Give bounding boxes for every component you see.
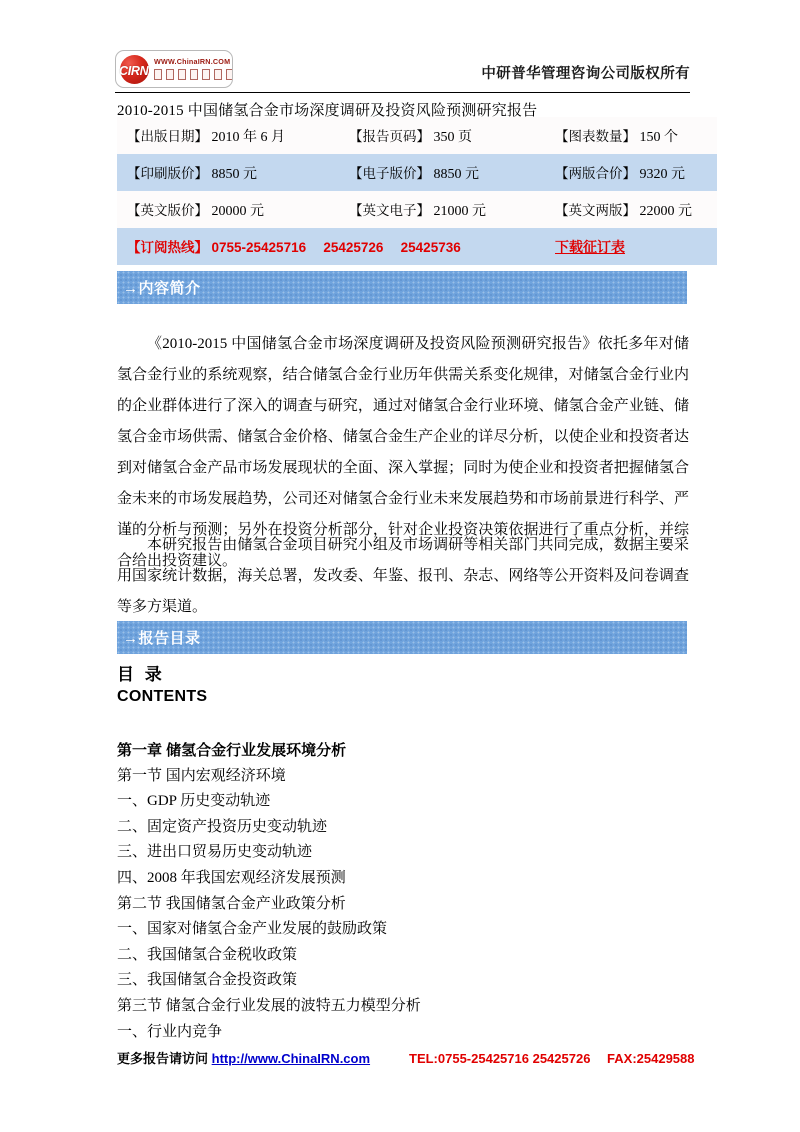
toc-entry[interactable]: 三、进出口贸易历史变动轨迹	[117, 844, 313, 861]
toc-entry[interactable]: 一、行业内竞争	[117, 1023, 223, 1040]
page-header	[115, 48, 690, 96]
download-order-form-link[interactable]: 下载征订表	[555, 240, 625, 256]
info-label: 【报告页码】	[349, 129, 430, 144]
info-label: 【图表数量】	[555, 129, 636, 144]
footer-website-link[interactable]: http://www.ChinaIRN.com	[211, 1051, 371, 1066]
intro-paragraph-2: 本研究报告由储氢合金项目研究小组及市场调研等相关部门共同完成，数据主要采用国家统计数据，海关总署，发改委、年鉴、报刊、杂志、网络等公开资料及问卷调查等多方渠道。	[117, 537, 689, 615]
header-divider	[115, 92, 690, 93]
toc-entry[interactable]: 二、固定资产投资历史变动轨迹	[117, 818, 328, 835]
toc-entry-section[interactable]: 第二节 我国储氢合金产业政策分析	[117, 895, 346, 912]
info-value: 20000 元	[211, 204, 264, 219]
chinairn-logo	[115, 50, 233, 88]
download-cell	[545, 228, 717, 265]
page-footer	[117, 1048, 695, 1068]
info-value: 2010 年 6 月	[211, 130, 285, 145]
info-label: 【印刷版价】	[127, 166, 208, 181]
logo-block-decoration	[154, 69, 233, 80]
toc-entry[interactable]: 三、我国储氢合金投资政策	[117, 972, 298, 989]
toc-entry[interactable]: 四、2008 年我国宏观经济发展预测	[117, 869, 346, 886]
info-label: 【出版日期】	[127, 129, 208, 144]
toc-list	[117, 738, 689, 1045]
info-label: 【英文版价】	[127, 203, 208, 218]
info-value: 8850 元	[211, 167, 257, 182]
toc-entry-chapter[interactable]: 第一章 储氢合金行业发展环境分析	[117, 742, 347, 759]
info-cell	[339, 191, 545, 228]
hotline-numbers: 0755-25425716 25425726 25425736	[211, 240, 461, 255]
section-bar-intro-label: →内容简介	[123, 280, 201, 297]
info-label: 【电子版价】	[349, 166, 430, 181]
info-label: 【英文两版】	[555, 203, 636, 218]
toc-entry[interactable]: 二、我国储氢合金税收政策	[117, 946, 298, 963]
footer-left-group	[117, 1048, 370, 1067]
info-label: 【两版合价】	[555, 166, 636, 181]
section-bar-toc	[117, 621, 687, 654]
info-value: 350 页	[433, 130, 472, 145]
section-bar-intro	[117, 271, 687, 304]
footer-prefix-text: 更多报告请访问	[117, 1051, 209, 1066]
info-cell	[117, 191, 339, 228]
toc-heading-cn: 目 录	[117, 665, 165, 684]
info-cell	[117, 154, 339, 191]
section-bar-toc-label: →报告目录	[123, 630, 201, 647]
info-cell	[545, 117, 717, 154]
info-label: 【英文电子】	[349, 203, 430, 218]
info-cell	[339, 154, 545, 191]
report-title: 2010-2015 中国储氢合金市场深度调研及投资风险预测研究报告	[117, 103, 538, 119]
toc-entry-section[interactable]: 第一节 国内宏观经济环境	[117, 767, 286, 784]
info-cell	[545, 191, 717, 228]
toc-entry[interactable]: 一、GDP 历史变动轨迹	[117, 793, 271, 810]
info-cell	[545, 154, 717, 191]
info-value: 21000 元	[433, 204, 486, 219]
hotline-row	[117, 228, 717, 265]
info-value: 150 个	[639, 130, 678, 145]
toc-entry[interactable]: 一、国家对储氢合金产业发展的鼓励政策	[117, 921, 388, 938]
intro-paragraph-1: 《2010-2015 中国储氢合金市场深度调研及投资风险预测研究报告》依托多年对储氢合金行业的系统观察，结合储氢合金行业历年供需关系变化规律，对储氢合金行业内的企业群体进行了深入的调查与研究，通过对储氢合金行业环境、储氢合金产业链、储氢合金市场供需、储氢合金价格、储氢合金生产企业的详尽分析，以使企业和投资者达到对储氢合金产品市场发展现状的全面、深入掌握；同时为使企业和投资者把握储氢合金未来的市场发展趋势，公司还对储氢合金行业未来发展趋势和市场前景进行科学、严谨的分析与预测；另外在投资分析部分，针对企业投资决策依据进行了重点分析，并综合给出投资建议。	[117, 336, 689, 569]
info-cell	[339, 117, 545, 154]
info-value: 8850 元	[433, 167, 479, 182]
hotline-cell	[117, 228, 545, 265]
table-row	[117, 154, 717, 191]
info-value: 9320 元	[639, 167, 685, 182]
hotline-label: 【订阅热线】	[127, 240, 208, 255]
logo-url-text: WWW.ChinaIRN.COM	[154, 57, 231, 66]
copyright-notice: 中研普华管理咨询公司版权所有	[481, 66, 690, 82]
report-info-table	[117, 117, 717, 265]
info-cell	[117, 117, 339, 154]
toc-heading-en: CONTENTS	[117, 688, 208, 705]
logo-wordmark: CIRN	[119, 64, 149, 78]
info-value: 22000 元	[639, 204, 692, 219]
toc-entry-section[interactable]: 第三节 储氢合金行业发展的波特五力模型分析	[117, 997, 421, 1014]
footer-contact-info: TEL:0755-25425716 25425726 FAX:25429588	[409, 1051, 695, 1066]
table-row	[117, 117, 717, 154]
table-row	[117, 191, 717, 228]
